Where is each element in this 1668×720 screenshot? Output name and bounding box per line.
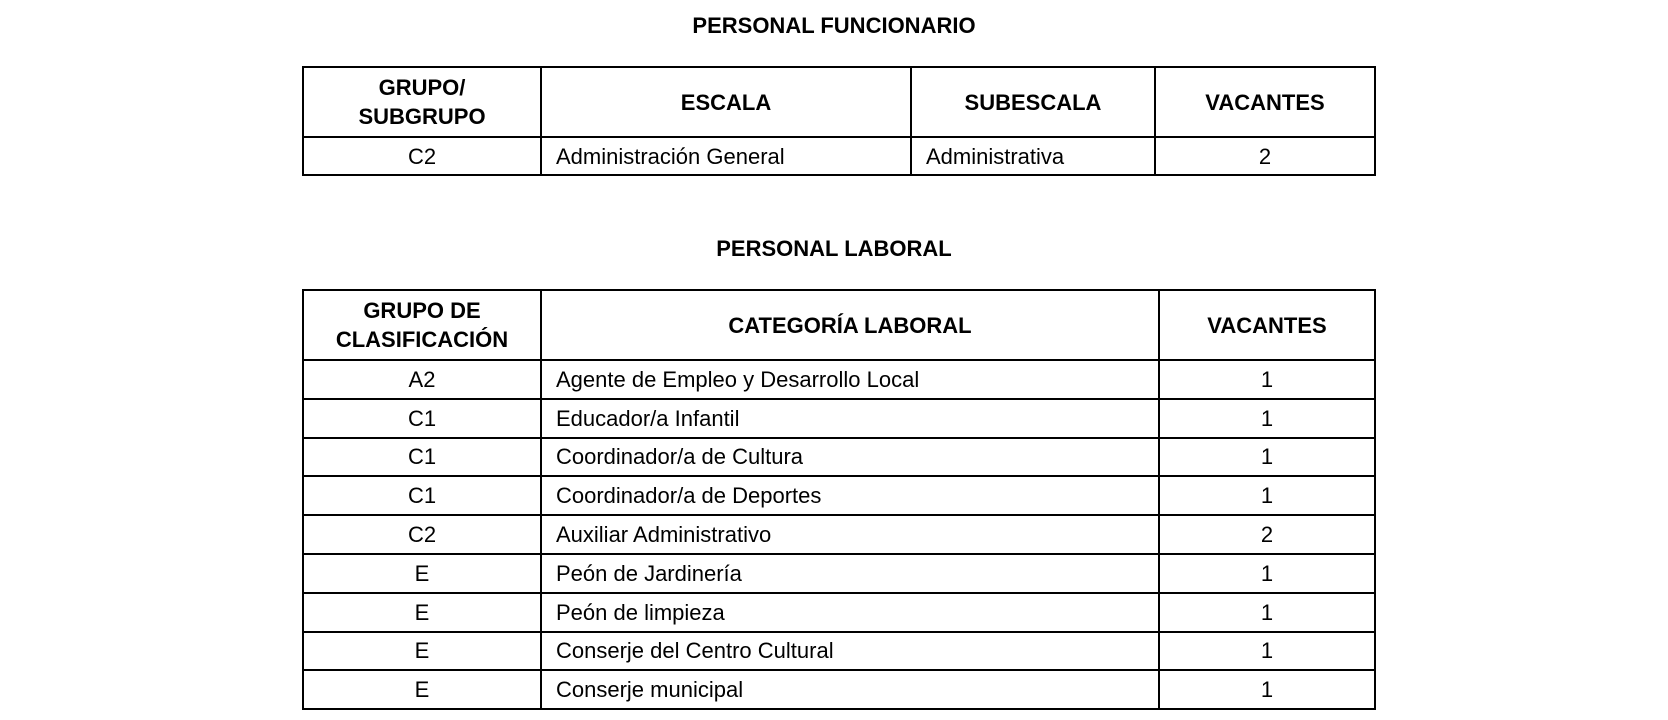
personal-laboral-table — [302, 289, 1376, 710]
header-grupo-clasificacion — [303, 290, 541, 360]
cell-vacantes: 1 — [1159, 632, 1375, 671]
cell-categoria: Agente de Empleo y Desarrollo Local — [541, 360, 1159, 399]
header-vacantes: VACANTES — [1155, 67, 1375, 137]
cell-grupo: C1 — [303, 438, 541, 477]
cell-categoria: Peón de limpieza — [541, 593, 1159, 632]
table-row — [303, 438, 1375, 477]
cell-vacantes: 1 — [1159, 476, 1375, 515]
cell-vacantes: 1 — [1159, 399, 1375, 438]
cell-categoria: Coordinador/a de Deportes — [541, 476, 1159, 515]
cell-categoria: Auxiliar Administrativo — [541, 515, 1159, 554]
table-header-row — [303, 290, 1375, 360]
cell-escala: Administración General — [541, 137, 911, 175]
cell-categoria: Educador/a Infantil — [541, 399, 1159, 438]
table-row — [303, 399, 1375, 438]
cell-grupo: C1 — [303, 476, 541, 515]
table-row — [303, 476, 1375, 515]
header-grupo-line1: GRUPO DE — [363, 298, 481, 323]
cell-grupo: C2 — [303, 515, 541, 554]
personal-funcionario-table — [302, 66, 1376, 176]
header-categoria-laboral: CATEGORÍA LABORAL — [541, 290, 1159, 360]
cell-vacantes: 1 — [1159, 554, 1375, 593]
table-row — [303, 515, 1375, 554]
cell-grupo: E — [303, 670, 541, 709]
table-header-row — [303, 67, 1375, 137]
personal-funcionario-title: PERSONAL FUNCIONARIO — [692, 13, 976, 38]
cell-vacantes: 1 — [1159, 670, 1375, 709]
cell-grupo: C2 — [303, 137, 541, 175]
cell-categoria: Conserje municipal — [541, 670, 1159, 709]
table-row — [303, 137, 1375, 175]
cell-vacantes: 1 — [1159, 438, 1375, 477]
cell-vacantes: 2 — [1155, 137, 1375, 175]
cell-grupo: A2 — [303, 360, 541, 399]
header-vacantes: VACANTES — [1159, 290, 1375, 360]
header-grupo-line1: GRUPO/ — [378, 75, 466, 100]
header-grupo-subgrupo — [303, 67, 541, 137]
header-grupo-line2: CLASIFICACIÓN — [335, 327, 509, 352]
cell-grupo: E — [303, 632, 541, 671]
cell-subescala: Administrativa — [911, 137, 1155, 175]
personal-laboral-title: PERSONAL LABORAL — [716, 236, 952, 261]
cell-vacantes: 1 — [1159, 360, 1375, 399]
cell-categoria: Conserje del Centro Cultural — [541, 632, 1159, 671]
cell-grupo: E — [303, 593, 541, 632]
cell-vacantes: 1 — [1159, 593, 1375, 632]
table-row — [303, 670, 1375, 709]
cell-grupo: E — [303, 554, 541, 593]
header-subescala: SUBESCALA — [911, 67, 1155, 137]
header-escala: ESCALA — [541, 67, 911, 137]
table-row — [303, 632, 1375, 671]
table-row — [303, 554, 1375, 593]
table-row — [303, 360, 1375, 399]
table-row — [303, 593, 1375, 632]
header-grupo-line2: SUBGRUPO — [358, 104, 486, 129]
cell-grupo: C1 — [303, 399, 541, 438]
cell-categoria: Coordinador/a de Cultura — [541, 438, 1159, 477]
cell-categoria: Peón de Jardinería — [541, 554, 1159, 593]
cell-vacantes: 2 — [1159, 515, 1375, 554]
